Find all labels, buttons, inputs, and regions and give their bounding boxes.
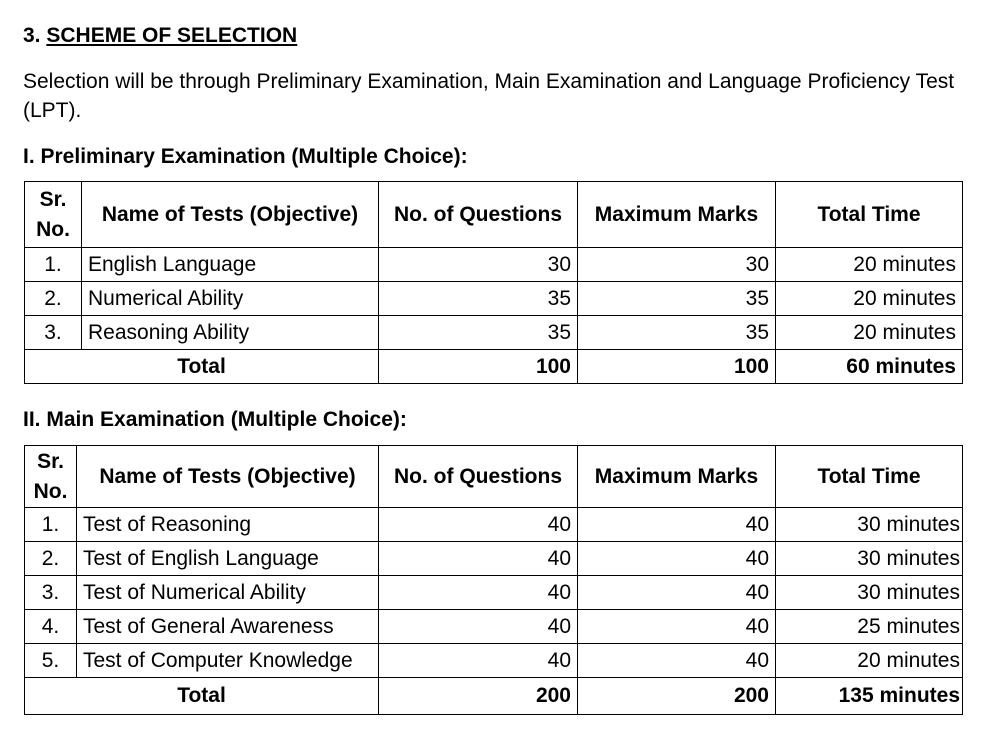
- table-row: [25, 508, 963, 542]
- cell-sr: 1.: [25, 508, 77, 542]
- table-row: [25, 248, 963, 282]
- intro-paragraph: Selection will be through Preliminary Examination, Main Examination and Language Proficiency Test (LPT).: [23, 70, 955, 122]
- header-time: Total Time: [776, 446, 963, 508]
- table-row: [25, 316, 963, 350]
- cell-time: 30 minutes: [776, 508, 963, 542]
- table-header-row: [25, 182, 963, 248]
- table-row: [25, 644, 963, 678]
- section-heading: [23, 24, 297, 48]
- cell-marks: 40: [578, 576, 776, 610]
- cell-questions: 40: [379, 576, 578, 610]
- total-label: Total: [25, 678, 379, 715]
- header-sr-no: Sr. No.: [25, 446, 77, 508]
- cell-marks: 35: [578, 282, 776, 316]
- header-marks: Maximum Marks: [578, 182, 776, 248]
- cell-test-name: Test of Computer Knowledge: [77, 644, 379, 678]
- cell-sr: 2.: [25, 542, 77, 576]
- header-questions: No. of Questions: [379, 446, 578, 508]
- main-heading: II. Main Examination (Multiple Choice):: [23, 408, 407, 431]
- cell-test-name: Reasoning Ability: [82, 316, 379, 350]
- table-row: [25, 610, 963, 644]
- table-row: [25, 542, 963, 576]
- cell-time: 30 minutes: [776, 542, 963, 576]
- cell-sr: 1.: [25, 248, 82, 282]
- cell-time: 20 minutes: [776, 282, 963, 316]
- header-test-name: Name of Tests (Objective): [82, 182, 379, 248]
- table-header-row: [25, 446, 963, 508]
- table-row: [25, 576, 963, 610]
- cell-sr: 2.: [25, 282, 82, 316]
- cell-sr: 4.: [25, 610, 77, 644]
- section-number: 3.: [23, 24, 41, 47]
- header-questions: No. of Questions: [379, 182, 578, 248]
- table-row: [25, 282, 963, 316]
- cell-questions: 40: [379, 542, 578, 576]
- cell-questions: 40: [379, 644, 578, 678]
- cell-time: 20 minutes: [776, 644, 963, 678]
- cell-questions: 40: [379, 610, 578, 644]
- preliminary-heading: I. Preliminary Examination (Multiple Choice):: [23, 145, 468, 168]
- cell-sr: 3.: [25, 576, 77, 610]
- table-total-row: [25, 678, 963, 715]
- table-total-row: [25, 350, 963, 384]
- cell-time: 25 minutes: [776, 610, 963, 644]
- total-marks: 100: [578, 350, 776, 384]
- header-sr-no: Sr. No.: [25, 182, 82, 248]
- header-marks: Maximum Marks: [578, 446, 776, 508]
- cell-sr: 5.: [25, 644, 77, 678]
- cell-marks: 40: [578, 542, 776, 576]
- total-time: 60 minutes: [776, 350, 963, 384]
- main-table: [24, 445, 963, 715]
- preliminary-table: [24, 181, 963, 384]
- cell-time: 20 minutes: [776, 248, 963, 282]
- total-questions: 200: [379, 678, 578, 715]
- header-test-name: Name of Tests (Objective): [77, 446, 379, 508]
- total-questions: 100: [379, 350, 578, 384]
- cell-marks: 40: [578, 644, 776, 678]
- cell-questions: 35: [379, 316, 578, 350]
- total-marks: 200: [578, 678, 776, 715]
- cell-test-name: Test of English Language: [77, 542, 379, 576]
- cell-marks: 40: [578, 508, 776, 542]
- total-label: Total: [25, 350, 379, 384]
- header-time: Total Time: [776, 182, 963, 248]
- cell-questions: 40: [379, 508, 578, 542]
- cell-test-name: English Language: [82, 248, 379, 282]
- cell-marks: 40: [578, 610, 776, 644]
- total-time: 135 minutes: [776, 678, 963, 715]
- cell-questions: 35: [379, 282, 578, 316]
- section-title: SCHEME OF SELECTION: [46, 24, 298, 47]
- cell-questions: 30: [379, 248, 578, 282]
- cell-test-name: Test of Reasoning: [77, 508, 379, 542]
- cell-test-name: Test of General Awareness: [77, 610, 379, 644]
- cell-test-name: Numerical Ability: [82, 282, 379, 316]
- cell-test-name: Test of Numerical Ability: [77, 576, 379, 610]
- cell-time: 20 minutes: [776, 316, 963, 350]
- cell-marks: 30: [578, 248, 776, 282]
- cell-time: 30 minutes: [776, 576, 963, 610]
- cell-marks: 35: [578, 316, 776, 350]
- cell-sr: 3.: [25, 316, 82, 350]
